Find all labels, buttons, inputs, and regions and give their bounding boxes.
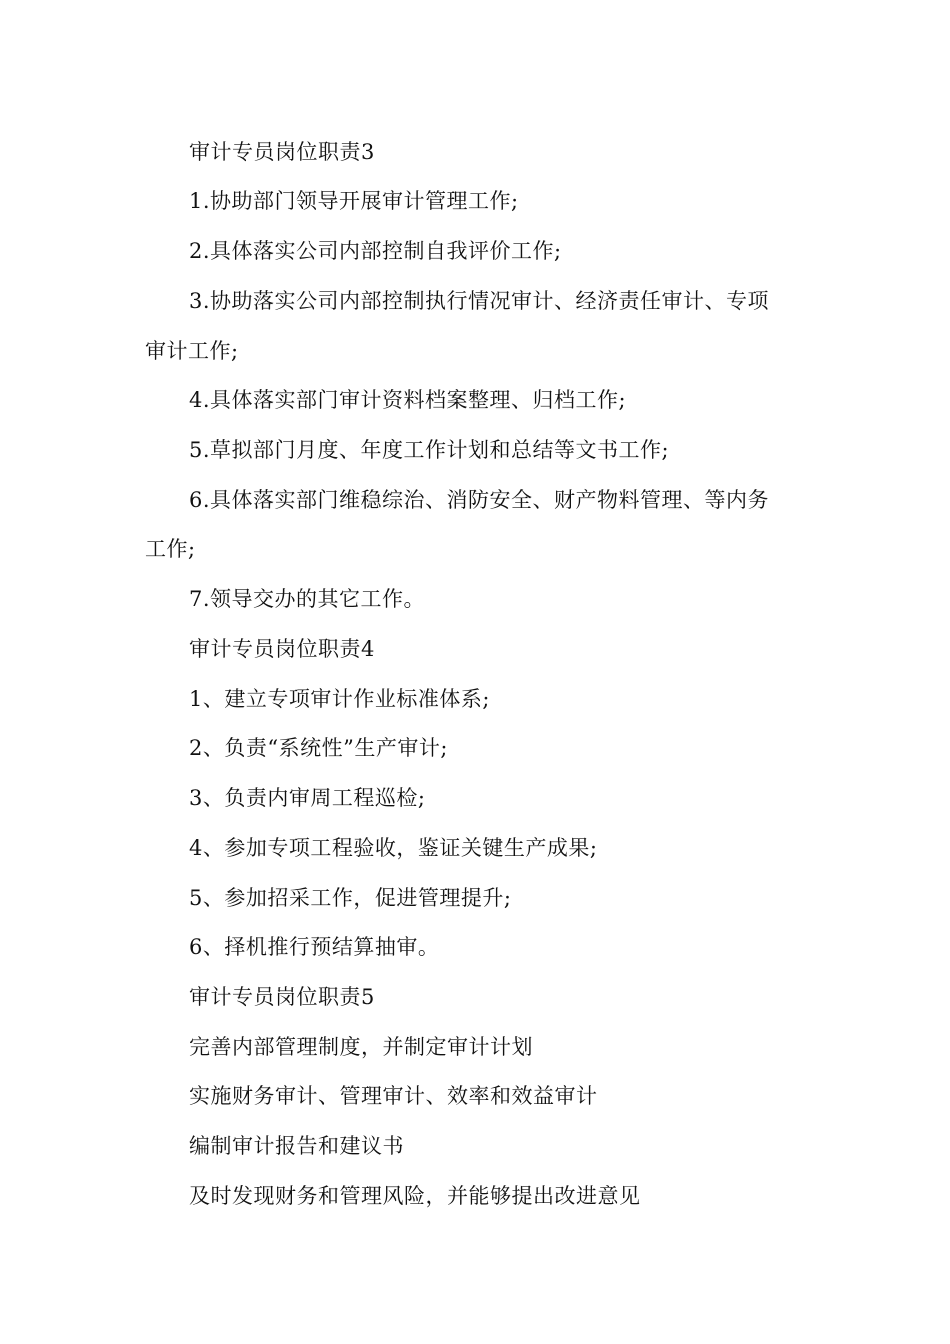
paragraph-item: 6、择机推行预结算抽审。 bbox=[189, 935, 440, 959]
paragraph-item: 3、负责内审周工程巡检; bbox=[189, 786, 426, 810]
paragraph-item: 4、参加专项工程验收，鉴证关键生产成果; bbox=[189, 836, 598, 860]
section-heading-3: 审计专员岗位职责3 bbox=[189, 140, 375, 164]
paragraph-item: 4.具体落实部门审计资料档案整理、归档工作; bbox=[189, 388, 627, 412]
paragraph-item: 1、建立专项审计作业标准体系; bbox=[189, 687, 490, 711]
section-heading-4: 审计专员岗位职责4 bbox=[189, 637, 375, 661]
paragraph-item: 5、参加招采工作，促进管理提升; bbox=[189, 886, 512, 910]
paragraph-item: 2.具体落实公司内部控制自我评价工作; bbox=[189, 239, 562, 263]
paragraph-item: 2、负责“系统性”生产审计; bbox=[189, 736, 448, 760]
section-heading-5: 审计专员岗位职责5 bbox=[189, 985, 375, 1009]
paragraph-continuation: 审计工作; bbox=[145, 339, 239, 363]
paragraph-item: 7.领导交办的其它工作。 bbox=[189, 587, 426, 611]
paragraph-item: 5.草拟部门月度、年度工作计划和总结等文书工作; bbox=[189, 438, 670, 462]
paragraph-item: 及时发现财务和管理风险，并能够提出改进意见 bbox=[189, 1184, 641, 1208]
paragraph-continuation: 工作; bbox=[145, 537, 196, 561]
paragraph-item: 编制审计报告和建议书 bbox=[189, 1134, 404, 1158]
paragraph-item: 6.具体落实部门维稳综治、消防安全、财产物料管理、等内务 bbox=[189, 488, 770, 512]
paragraph-item: 完善内部管理制度，并制定审计计划 bbox=[189, 1035, 533, 1059]
paragraph-item: 3.协助落实公司内部控制执行情况审计、经济责任审计、专项 bbox=[189, 289, 770, 313]
paragraph-item: 1.协助部门领导开展审计管理工作; bbox=[189, 189, 519, 213]
paragraph-item: 实施财务审计、管理审计、效率和效益审计 bbox=[189, 1084, 598, 1108]
